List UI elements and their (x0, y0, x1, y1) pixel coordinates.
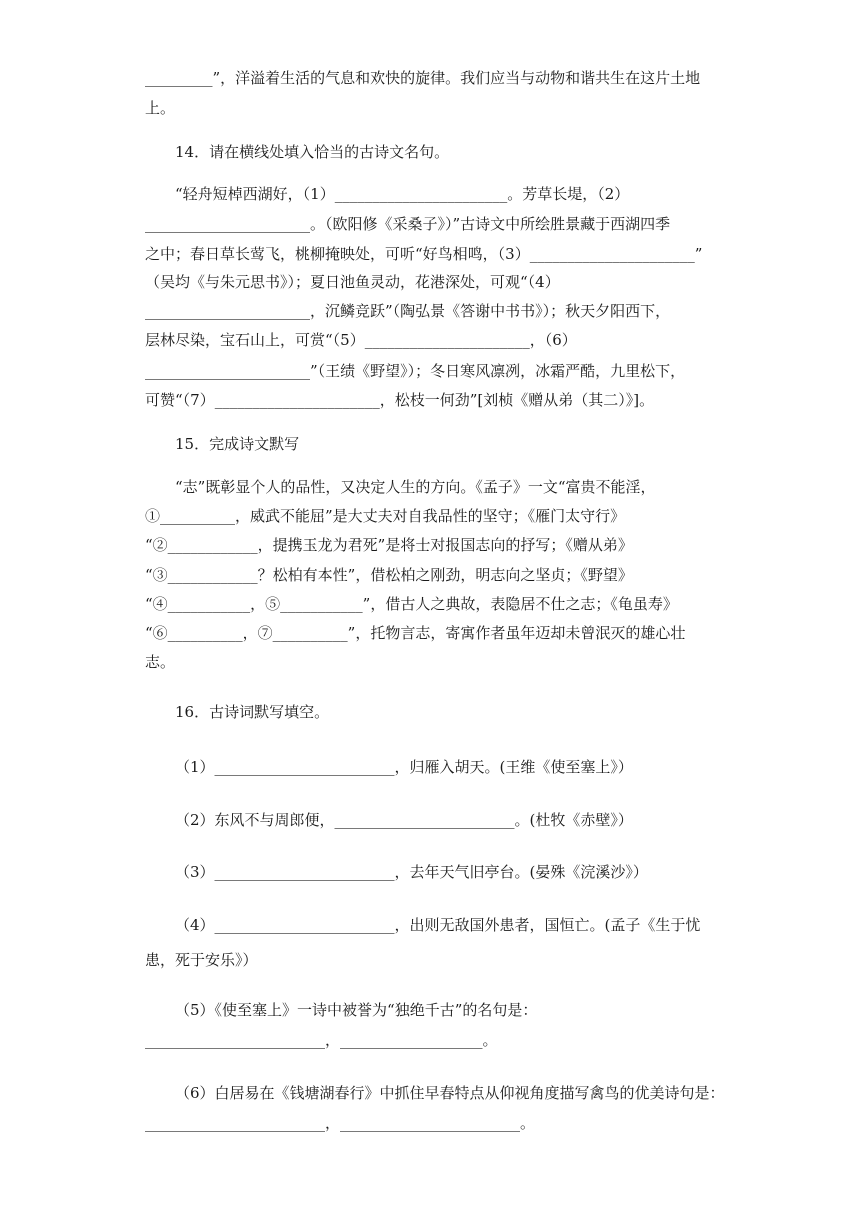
question-heading: 15．完成诗文默写 (175, 435, 300, 453)
text-line: 可赞“（7）______________________，松枝一何劲”[刘桢《赠从弟（其二）》]。 (145, 391, 655, 409)
text-line: （2）东风不与周郎便，________________________。(杜牧《赤壁》） (175, 811, 633, 829)
text-line: ______________________”（王绩《野望》）；冬日寒风凛冽，冰霜严酷，九里松下， (145, 362, 686, 380)
text-line: “④___________，⑤___________”，借古人之典故，表隐居不仕之志；《龟虽寿》 (145, 595, 678, 613)
text-line: （3）________________________，去年天气旧亭台。(晏殊《浣溪沙》） (175, 863, 648, 881)
text-line: “志”既彰显个人的品性，又决定人生的方向。《孟子》一文“富贵不能淫， (175, 478, 656, 496)
text-line: 之中；春日草长莺飞，桃柳掩映处，可听“好鸟相鸣，（3）______________________” (145, 245, 703, 263)
text-line: “③____________？松柏有本性”，借松柏之刚劲，明志向之坚贞；《野望》 (145, 566, 633, 584)
text-line: “⑥__________，⑦__________”，托物言志，寄寓作者虽年迈却未曾泯灭的雄心壮 (145, 624, 686, 642)
text-line: 层林尽染，宝石山上，可赏“（5）______________________，（6） (145, 331, 577, 349)
text-line: （6）白居易在《钱塘湖春行》中抓住早春特点从仰视角度描写禽鸟的优美诗句是： (175, 1084, 725, 1102)
text-line: （吴均《与朱元思书》）；夏日池鱼灵动，花港深处，可观“（4） (145, 273, 560, 291)
text-line: 志。 (145, 653, 176, 671)
text-line: _________”，洋溢着生活的气息和欢快的旋律。我们应当与动物和谐共生在这片土地 (145, 69, 701, 87)
text-line: ______________________，沉鳞竞跃”（陶弘景《答谢中书书》）；秋天夕阳西下， (145, 302, 671, 320)
question-heading: 14．请在横线处填入恰当的古诗文名句。 (175, 143, 450, 161)
text-line: （1）________________________，归雁入胡天。(王维《使至塞上》） (175, 758, 633, 776)
text-line: ______________________。（欧阳修《采桑子》）”古诗文中所绘胜景藏于西湖四季 (145, 215, 671, 233)
text-line: ________________________，________________________。 (145, 1114, 536, 1132)
text-line: ①__________，威武不能屈”是大丈夫对自我品性的坚守；《雁门太守行》 (145, 507, 626, 525)
text-line: 患，死于安乐》） (145, 951, 258, 969)
text-line: “②____________，提携玉龙为君死”是将士对报国志向的抒写；《赠从弟》 (145, 536, 633, 554)
text-line: 上。 (145, 99, 176, 117)
text-line: （4）________________________，出则无敌国外患者，国恒亡。(孟子《生于忧 (175, 916, 701, 934)
text-line: ________________________，___________________。 (145, 1031, 498, 1049)
text-line: “轻舟短棹西湖好，（1）_______________________。芳草长堤，（2） (175, 185, 630, 203)
text-line: （5）《使至塞上》一诗中被誉为“独绝千古”的名句是： (175, 1001, 538, 1019)
question-heading: 16．古诗词默写填空。 (175, 703, 330, 721)
